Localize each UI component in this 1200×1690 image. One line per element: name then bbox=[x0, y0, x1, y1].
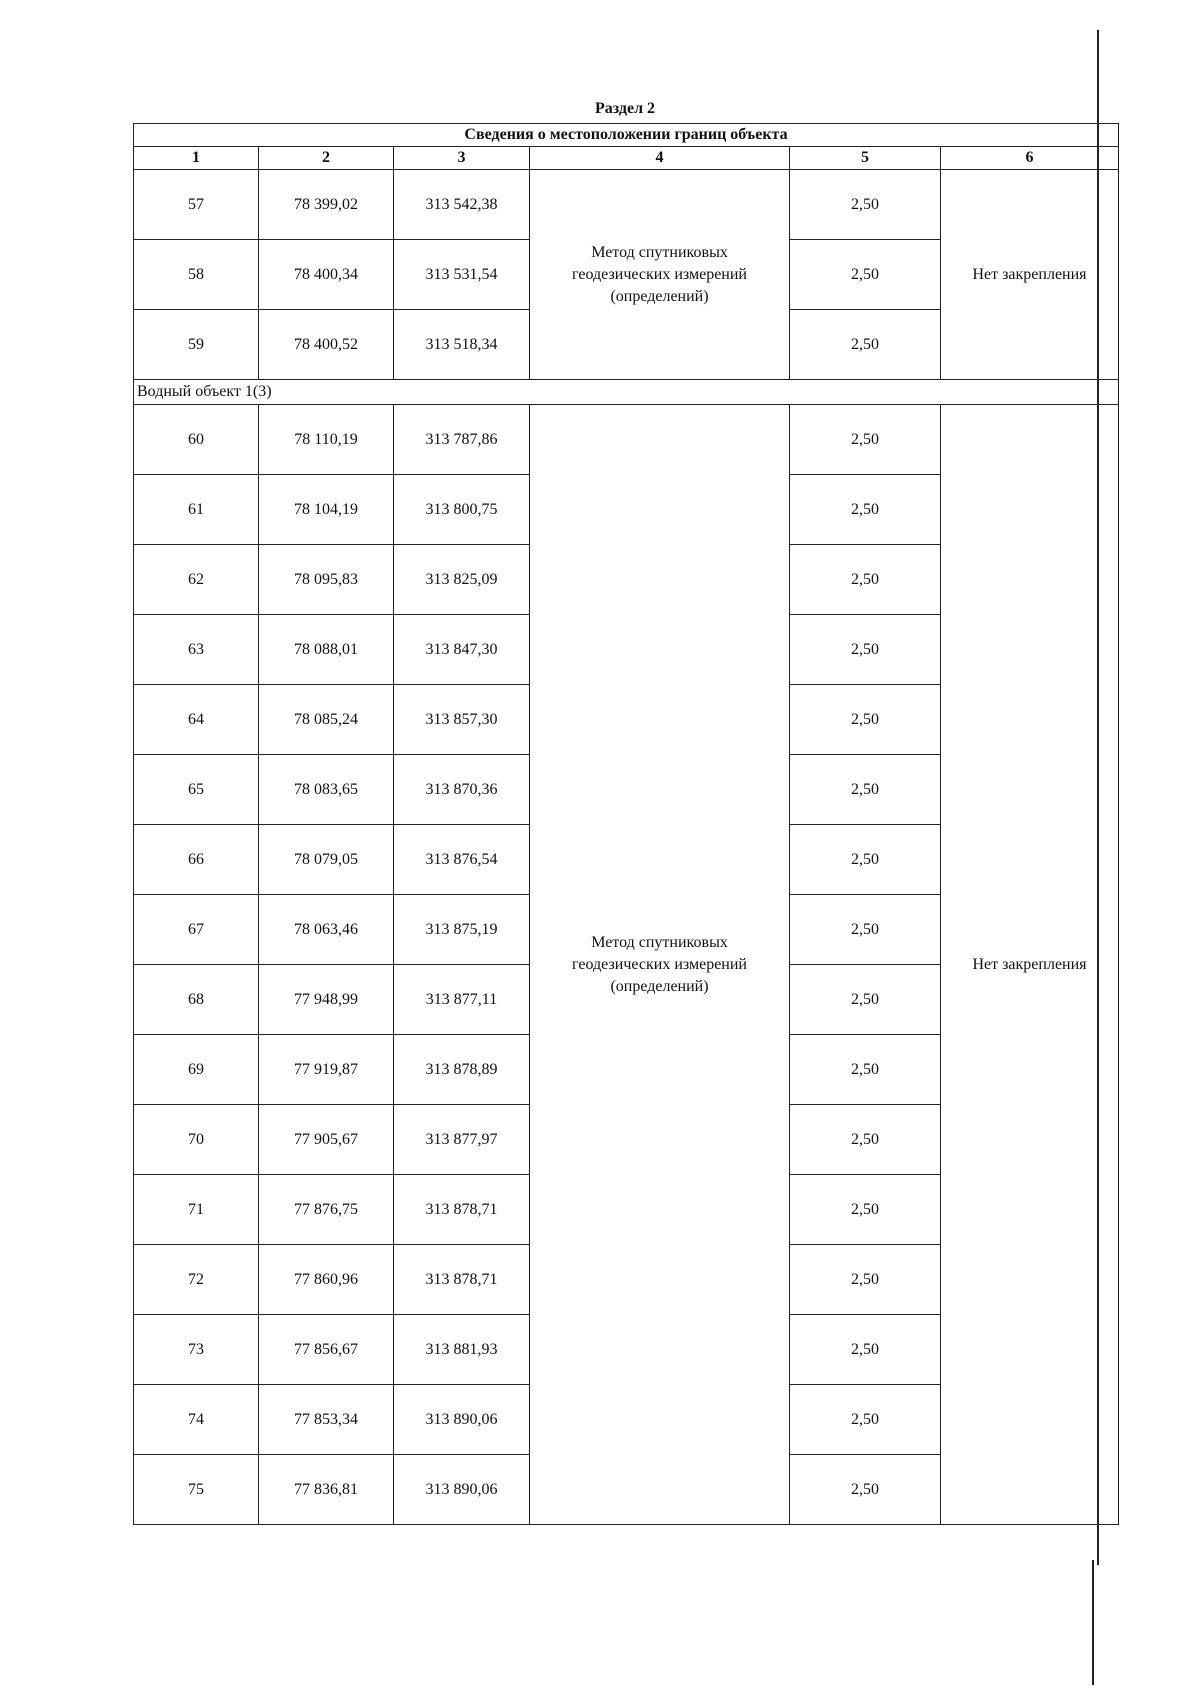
point-number: 60 bbox=[134, 405, 259, 475]
coord-x: 77 860,96 bbox=[259, 1245, 394, 1315]
coord-y: 313 825,09 bbox=[394, 545, 530, 615]
group-label-row bbox=[134, 380, 1119, 405]
coord-y: 313 890,06 bbox=[394, 1385, 530, 1455]
coord-y: 313 876,54 bbox=[394, 825, 530, 895]
coord-x: 77 948,99 bbox=[259, 965, 394, 1035]
coord-y: 313 875,19 bbox=[394, 895, 530, 965]
error-value: 2,50 bbox=[790, 895, 941, 965]
fixation-cell: Нет закрепления bbox=[941, 170, 1119, 380]
coord-x: 78 063,46 bbox=[259, 895, 394, 965]
coord-x: 78 104,19 bbox=[259, 475, 394, 545]
coord-y: 313 877,11 bbox=[394, 965, 530, 1035]
coord-y: 313 542,38 bbox=[394, 170, 530, 240]
error-value: 2,50 bbox=[790, 475, 941, 545]
error-value: 2,50 bbox=[790, 1105, 941, 1175]
table-row bbox=[134, 405, 1119, 475]
error-value: 2,50 bbox=[790, 755, 941, 825]
method-line: геодезических измерений bbox=[572, 265, 747, 283]
point-number: 61 bbox=[134, 475, 259, 545]
coord-x: 78 085,24 bbox=[259, 685, 394, 755]
point-number: 66 bbox=[134, 825, 259, 895]
error-value: 2,50 bbox=[790, 615, 941, 685]
binding-line-bottom bbox=[1092, 1560, 1094, 1685]
point-number: 62 bbox=[134, 545, 259, 615]
coord-x: 77 876,75 bbox=[259, 1175, 394, 1245]
coord-x: 77 919,87 bbox=[259, 1035, 394, 1105]
coord-x: 77 856,67 bbox=[259, 1315, 394, 1385]
table-caption: Сведения о местоположении границ объекта bbox=[134, 124, 1119, 147]
col-number-6: 6 bbox=[941, 147, 1119, 170]
coord-y: 313 857,30 bbox=[394, 685, 530, 755]
error-value: 2,50 bbox=[790, 1455, 941, 1525]
error-value: 2,50 bbox=[790, 1175, 941, 1245]
col-number-5: 5 bbox=[790, 147, 941, 170]
table-row bbox=[134, 170, 1119, 240]
point-number: 67 bbox=[134, 895, 259, 965]
error-value: 2,50 bbox=[790, 685, 941, 755]
point-number: 72 bbox=[134, 1245, 259, 1315]
coord-y: 313 881,93 bbox=[394, 1315, 530, 1385]
error-value: 2,50 bbox=[790, 1385, 941, 1455]
coord-x: 78 083,65 bbox=[259, 755, 394, 825]
point-number: 74 bbox=[134, 1385, 259, 1455]
point-number: 69 bbox=[134, 1035, 259, 1105]
coord-x: 78 110,19 bbox=[259, 405, 394, 475]
point-number: 64 bbox=[134, 685, 259, 755]
error-value: 2,50 bbox=[790, 1315, 941, 1385]
coord-x: 77 905,67 bbox=[259, 1105, 394, 1175]
coord-x: 78 095,83 bbox=[259, 545, 394, 615]
error-value: 2,50 bbox=[790, 240, 941, 310]
point-number: 75 bbox=[134, 1455, 259, 1525]
fixation-cell: Нет закрепления bbox=[941, 405, 1119, 1525]
error-value: 2,50 bbox=[790, 310, 941, 380]
method-line: (определений) bbox=[610, 287, 709, 305]
coord-y: 313 877,97 bbox=[394, 1105, 530, 1175]
coord-y: 313 847,30 bbox=[394, 615, 530, 685]
coord-x: 78 399,02 bbox=[259, 170, 394, 240]
error-value: 2,50 bbox=[790, 170, 941, 240]
section-title: Раздел 2 bbox=[594, 100, 656, 117]
coord-y: 313 878,71 bbox=[394, 1245, 530, 1315]
point-number: 57 bbox=[134, 170, 259, 240]
coord-y: 313 518,34 bbox=[394, 310, 530, 380]
coord-x: 78 088,01 bbox=[259, 615, 394, 685]
point-number: 65 bbox=[134, 755, 259, 825]
coord-x: 77 836,81 bbox=[259, 1455, 394, 1525]
point-number: 71 bbox=[134, 1175, 259, 1245]
error-value: 2,50 bbox=[790, 405, 941, 475]
col-number-3: 3 bbox=[394, 147, 530, 170]
method-cell bbox=[530, 170, 790, 380]
coord-x: 78 400,52 bbox=[259, 310, 394, 380]
error-value: 2,50 bbox=[790, 965, 941, 1035]
point-number: 63 bbox=[134, 615, 259, 685]
col-number-1: 1 bbox=[134, 147, 259, 170]
error-value: 2,50 bbox=[790, 1245, 941, 1315]
error-value: 2,50 bbox=[790, 545, 941, 615]
coord-y: 313 531,54 bbox=[394, 240, 530, 310]
coord-y: 313 800,75 bbox=[394, 475, 530, 545]
coord-x: 77 853,34 bbox=[259, 1385, 394, 1455]
boundary-table bbox=[133, 123, 1119, 1525]
group-label: Водный объект 1(3) bbox=[134, 380, 1119, 405]
error-value: 2,50 bbox=[790, 1035, 941, 1105]
coord-x: 78 079,05 bbox=[259, 825, 394, 895]
method-line: Метод спутниковых bbox=[591, 933, 728, 951]
error-value: 2,50 bbox=[790, 825, 941, 895]
method-cell bbox=[530, 405, 790, 1525]
coord-y: 313 878,71 bbox=[394, 1175, 530, 1245]
coord-x: 78 400,34 bbox=[259, 240, 394, 310]
method-line: Метод спутниковых bbox=[591, 243, 728, 261]
point-number: 58 bbox=[134, 240, 259, 310]
coord-y: 313 870,36 bbox=[394, 755, 530, 825]
col-number-4: 4 bbox=[530, 147, 790, 170]
point-number: 73 bbox=[134, 1315, 259, 1385]
col-number-2: 2 bbox=[259, 147, 394, 170]
point-number: 70 bbox=[134, 1105, 259, 1175]
method-line: геодезических измерений bbox=[572, 955, 747, 973]
method-line: (определений) bbox=[610, 977, 709, 995]
coord-y: 313 878,89 bbox=[394, 1035, 530, 1105]
coord-y: 313 890,06 bbox=[394, 1455, 530, 1525]
point-number: 59 bbox=[134, 310, 259, 380]
coord-y: 313 787,86 bbox=[394, 405, 530, 475]
point-number: 68 bbox=[134, 965, 259, 1035]
